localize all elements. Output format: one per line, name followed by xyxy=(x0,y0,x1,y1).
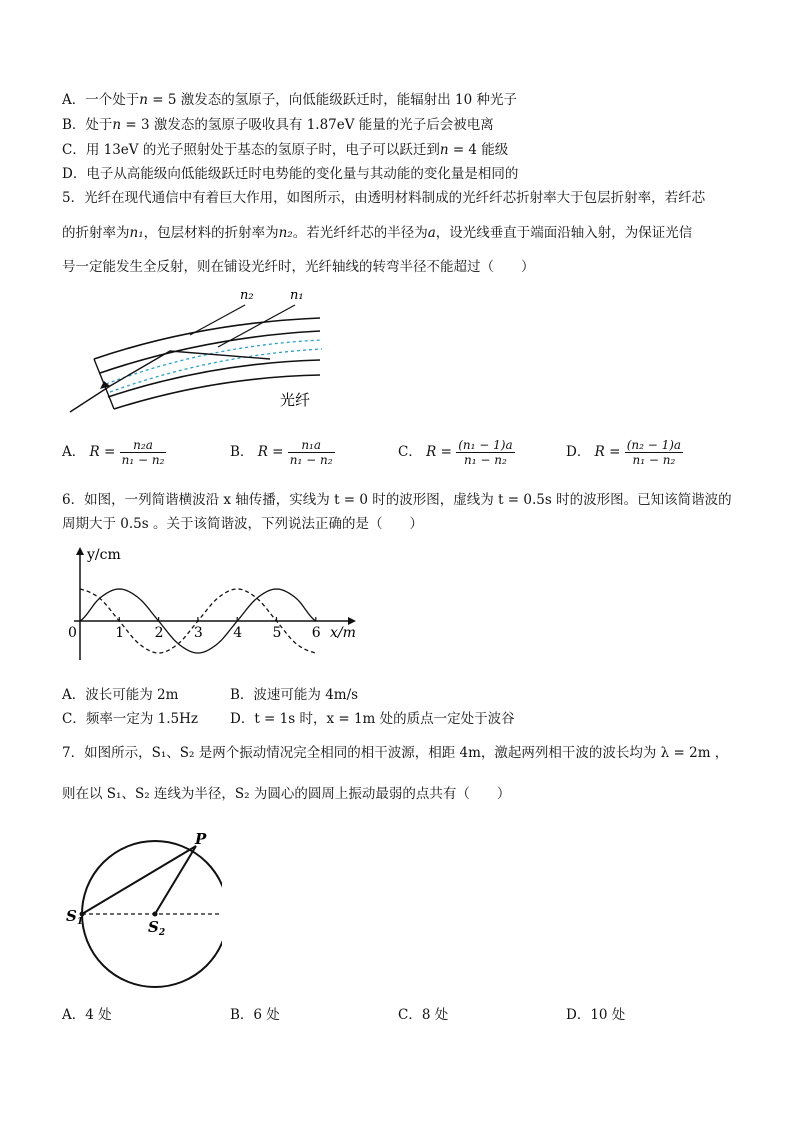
q5-line2-part2: ，包层材料的折射率为 xyxy=(143,225,279,241)
q7-line2: 则在以 S₁、S₂ 连线为半径，S₂ 为圆心的圆周上振动最弱的点共有（ ） xyxy=(62,786,511,802)
q7-option-c: C．8 处 xyxy=(398,1007,449,1023)
label-s2-letter: S xyxy=(148,918,159,936)
q5-var-n1: n₁ xyxy=(129,225,144,241)
option-letter: A． xyxy=(62,444,86,460)
label-s1-sub: 1 xyxy=(76,917,84,927)
x-axis-label: x/m xyxy=(330,625,356,641)
q5-option-d xyxy=(566,438,683,467)
q5-var-a: a xyxy=(427,225,436,241)
formula-fraction xyxy=(288,438,335,467)
fiber-outer-top xyxy=(94,318,320,359)
q5-option-b xyxy=(230,438,335,467)
q4-option-b-text: = 3 激发态的氢原子吸收具有 1.87eV 能量的光子后会被电离 xyxy=(121,117,494,133)
label-p: P xyxy=(195,830,207,848)
q7-option-a: A．4 处 xyxy=(62,1007,112,1023)
x-tick-label: 3 xyxy=(193,625,203,641)
q5-line1: 5．光纤在现代通信中有着巨大作用，如图所示，由透明材料制成的光纤纤芯折射率大于包层折射率，若纤芯 xyxy=(62,190,706,206)
q4-option-b xyxy=(62,116,494,134)
q4-option-a xyxy=(62,91,517,109)
option-letter: D． xyxy=(566,444,591,460)
q5-line2 xyxy=(62,224,692,242)
x-tick-label: 4 xyxy=(233,625,243,641)
q6-option-b: B．波速可能为 4m/s xyxy=(230,687,359,703)
n2-pointer xyxy=(190,305,245,335)
q5-line2-part1: 的折射率为 xyxy=(62,225,130,241)
x-tick-label: 2 xyxy=(154,625,164,641)
q6-line2: 周期大于 0.5s 。关于该简谐波，下列说法正确的是（ ） xyxy=(62,516,423,532)
q4-option-c-text: = 4 能级 xyxy=(448,142,509,158)
x-tick-label: 6 xyxy=(311,625,321,641)
formula-fraction xyxy=(120,438,167,467)
q5-var-n2: n₂ xyxy=(278,225,293,241)
y-axis-label: y/cm xyxy=(87,547,121,563)
q4-option-b-var: n xyxy=(112,117,122,133)
x-axis-arrow-icon xyxy=(348,617,356,625)
option-letter: B． xyxy=(230,444,254,460)
point-s2 xyxy=(153,912,158,917)
option-letter: C． xyxy=(398,444,422,460)
q4-option-b-pre: B．处于 xyxy=(62,117,113,133)
x-tick-label: 0 xyxy=(68,625,77,641)
fraction-denominator: n₁ − n₂ xyxy=(121,453,165,467)
wave-chart xyxy=(60,545,380,670)
q5-option-c xyxy=(398,438,515,467)
q5-option-a xyxy=(62,438,166,467)
fraction-numerator: (n₂ − 1)a xyxy=(626,438,682,452)
q4-option-a-text: = 5 激发态的氢原子，向低能级跃迁时，能辐射出 10 种光子 xyxy=(147,92,517,108)
fig-label-n1: n₁ xyxy=(290,288,304,303)
fraction-denominator: n₁ − n₂ xyxy=(289,453,333,467)
q7-option-d: D．10 处 xyxy=(566,1007,626,1023)
fig-label-n2: n₂ xyxy=(240,288,254,303)
formula-lhs: R = xyxy=(594,444,621,460)
fiber-figure xyxy=(60,285,340,420)
q7-line1: 7．如图所示，S₁、S₂ 是两个振动情况完全相同的相干波源，相距 4m，激起两列相干波的波长均为 λ = 2m ， xyxy=(62,745,729,761)
fraction-numerator: (n₁ − 1)a xyxy=(458,438,513,452)
q4-option-c-var: n xyxy=(439,142,449,158)
formula-lhs: R = xyxy=(426,444,452,460)
x-tick-label: 1 xyxy=(115,625,125,641)
q4-option-a-var: n xyxy=(139,92,148,108)
q5-line2-part4: ，设光线垂直于端面沿轴入射，为保证光信 xyxy=(435,225,693,241)
line-s2-p xyxy=(155,846,196,914)
q6-option-d: D．t = 1s 时，x = 1m 处的质点一定处于波谷 xyxy=(230,711,515,727)
label-s1 xyxy=(66,907,83,927)
formula-fraction xyxy=(456,438,514,467)
q6-line1: 6．如图，一列简谐横波沿 x 轴传播，实线为 t = 0 时的波形图，虚线为 t = 0.5s 时的波形图。已知该简谐波的 xyxy=(62,492,732,508)
q4-option-d: D．电子从高能级向低能级跃迁时电势能的变化量与其动能的变化量是相同的 xyxy=(62,166,519,182)
formula-lhs: R = xyxy=(257,444,284,460)
point-s1 xyxy=(80,912,85,917)
q7-option-b: B．6 处 xyxy=(230,1007,280,1023)
y-axis-arrow-icon xyxy=(76,547,84,555)
q4-option-c-pre: C．用 13eV 的光子照射处于基态的氢原子时，电子可以跃迁到 xyxy=(62,142,440,158)
fig-label-fiber: 光纤 xyxy=(280,391,311,409)
q6-option-c: C．频率一定为 1.5Hz xyxy=(62,711,198,727)
fraction-denominator: n₁ − n₂ xyxy=(632,453,676,467)
formula-fraction xyxy=(625,438,683,467)
circle-figure xyxy=(62,830,222,990)
q5-line2-part3: 。若光纤纤芯的半径为 xyxy=(292,225,428,241)
line-s1-p xyxy=(82,846,196,914)
q4-option-c xyxy=(62,141,508,159)
q6-option-a: A．波长可能为 2m xyxy=(62,687,179,703)
q5-line3: 号一定能发生全反射，则在铺设光纤时，光纤轴线的转弯半径不能超过（ ） xyxy=(62,259,535,275)
q4-option-a-pre: A．一个处于 xyxy=(62,92,140,108)
fraction-numerator: n₂a xyxy=(120,438,167,453)
x-tick-label: 5 xyxy=(272,625,282,641)
label-s2 xyxy=(148,918,165,938)
fraction-denominator: n₁ − n₂ xyxy=(464,453,507,467)
label-s1-letter: S xyxy=(66,907,77,925)
label-s2-sub: 2 xyxy=(158,928,166,938)
formula-lhs: R = xyxy=(89,444,116,460)
fraction-numerator: n₁a xyxy=(288,438,335,453)
